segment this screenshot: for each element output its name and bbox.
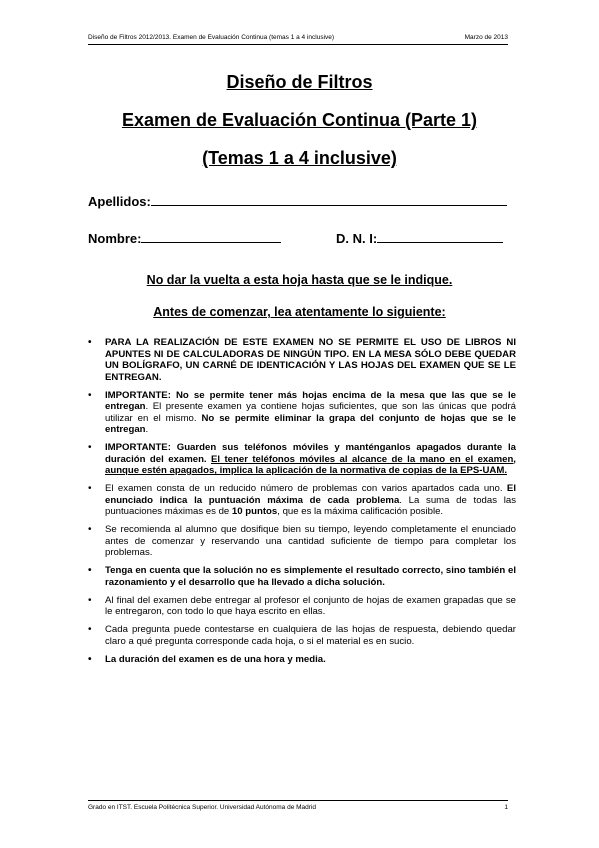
header-left-text: Diseño de Filtros 2012/2013. Examen de Evaluación Continua (temas 1 a 4 inclusive) <box>88 34 335 41</box>
item-text: PARA LA REALIZACIÓN DE ESTE EXAMEN NO SE PERMITE EL USO DE LIBROS NI APUNTES NI DE CALCULADORAS DE NINGÚN TIPO. EN LA MESA SÓLO DEBE QUEDAR UN BOLÍGRAFO, UN CARNÉ DE IDENTICACIÓN Y LAS HOJAS DEL EXAMEN QUE SE LE ENTREGAN. <box>105 337 516 383</box>
dni-label: D. N. I: <box>336 231 378 246</box>
item-text: El examen consta de un reducido número de problemas con varios apartados cada uno. <box>105 483 507 494</box>
list-item <box>88 654 516 666</box>
page-number: 1 <box>504 804 508 811</box>
surname-label: Apellidos: <box>88 194 151 209</box>
topics-title: (Temas 1 a 4 inclusive) <box>202 148 397 168</box>
list-item <box>88 595 516 618</box>
item-text-bold: 10 puntos <box>231 506 278 517</box>
read-carefully-notice: Antes de comenzar, lea atentamente lo siguiente: <box>153 305 446 319</box>
dni-line[interactable] <box>377 230 503 243</box>
name-field <box>88 230 281 246</box>
item-text: . El presente examen ya contiene hojas suficientes, que son las únicas que podrá utilizar en el mismo. <box>105 401 516 424</box>
course-title: Diseño de Filtros <box>226 72 373 92</box>
item-text-bold: IMPORTANTE: Guarden sus teléfonos móviles y manténganlos apagados durante la duración del examen. <box>105 442 516 465</box>
do-not-turn-notice: No dar la vuelta a esta hoja hasta que se le indique. <box>146 273 453 287</box>
item-text: La duración del examen es de una hora y media. <box>105 653 326 665</box>
list-item <box>88 337 516 383</box>
list-item <box>88 524 516 559</box>
item-text-bold: No se permite eliminar la grapa del conjunto de hojas que se le entregan <box>105 412 517 435</box>
footer-left-text: Grado en ITST. Escuela Politécnica Superior. Universidad Autónoma de Madrid <box>88 804 316 811</box>
item-text: . <box>145 424 149 435</box>
item-text-bold: El enunciado indica la puntuación máxima de cada problema <box>105 483 516 506</box>
item-text-bold-underline: El tener teléfonos móviles al alcance de la mano en el examen, aunque estén apagados, implica la aplicación de la normativa de copias de la EPS-UAM. <box>105 453 516 476</box>
name-line[interactable] <box>141 230 281 243</box>
exam-title: Examen de Evaluación Continua (Parte 1) <box>121 110 478 130</box>
list-item <box>88 483 516 518</box>
surname-line[interactable] <box>151 193 507 206</box>
surname-field <box>88 193 507 209</box>
item-text: Se recomienda al alumno que dosifique bien su tiempo, leyendo completamente el enunciado antes de comenzar y reservando una cantidad suficiente de tiempo para completar los problemas. <box>105 524 516 558</box>
item-text: . La suma de todas las puntuaciones máximas es de <box>105 494 516 517</box>
page-footer <box>88 800 508 811</box>
item-text: , que es la máxima calificación posible. <box>277 506 444 517</box>
item-text: Cada pregunta puede contestarse en cualquiera de las hojas de respuesta, debiendo quedar claro a qué pregunta corresponde cada hoja, o si el material es en sucio. <box>105 624 516 647</box>
instructions-list <box>88 337 516 672</box>
name-label: Nombre: <box>88 231 142 246</box>
item-text-bold: IMPORTANTE: No se permite tener más hojas encima de la mesa que las que se le entregan <box>105 389 516 412</box>
item-text: Al final del examen debe entregar al profesor el conjunto de hojas de examen grapadas que se le entregaron, con todo lo que haya escrito en ellas. <box>105 594 516 617</box>
list-item <box>88 624 516 647</box>
item-text: Tenga en cuenta que la solución no es simplemente el resultado correcto, sino también el razonamiento y el desarrollo que ha llevado a dicha solución. <box>105 565 516 588</box>
list-item <box>88 390 516 436</box>
dni-field <box>336 230 503 246</box>
header-date: Marzo de 2013 <box>464 34 508 41</box>
page-header <box>88 34 508 45</box>
list-item <box>88 442 516 477</box>
list-item <box>88 565 516 588</box>
